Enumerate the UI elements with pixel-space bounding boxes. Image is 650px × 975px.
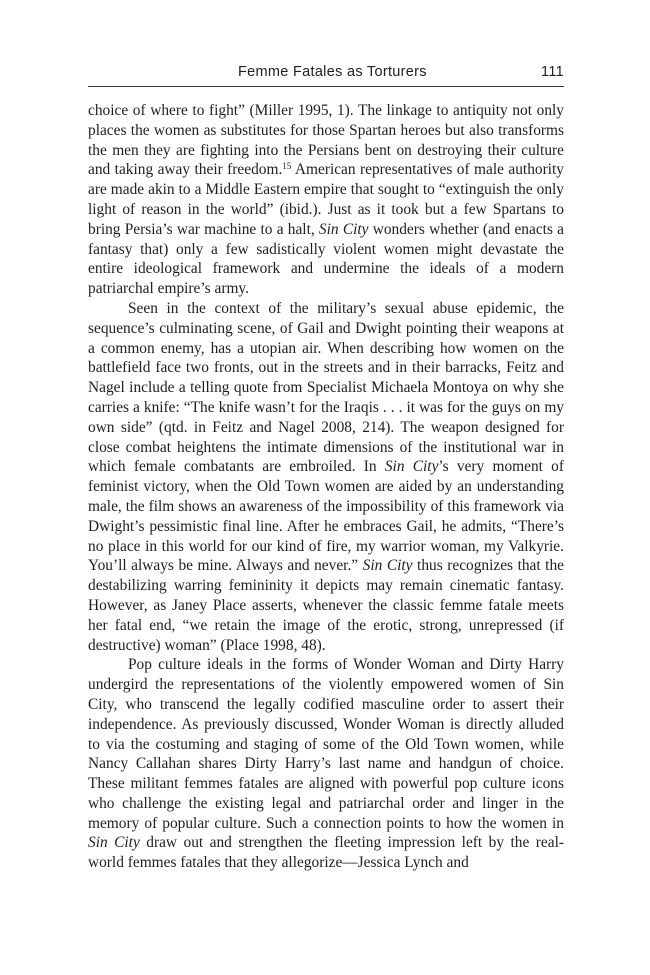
text-run: ’s very moment of feminist victory, when the Old Town women are aided by an understanding male, the film shows an awareness of the impossibility of this framework via Dwight’s pessimistic final line. After he embraces Gail, he admits, “There’s no place in this world for our kind of fire, my warrior woman, my Valkyrie. You’ll always be mine. Always and never.”	[88, 458, 564, 575]
running-head	[88, 64, 564, 84]
paragraph	[88, 299, 564, 655]
text-run: Seen in the context of the military’s sexual abuse epidemic, the sequence’s culminating scene, of Gail and Dwight pointing their weapons at a common enemy, has a utopian air. When describing how women on the battlefield face two fronts, out in the streets and in their barracks, Feitz and Nagel include a telling quote from Specialist Michaela Montoya on why she carries a knife: “The knife wasn’t for the Iraqis . . . it was for the guys on my own side” (qtd. in Feitz and Nagel 2008, 214). The weapon designed for close combat heightens the intimate dimensions of the institutional war in which female combatants are embroiled. In	[88, 299, 564, 476]
paragraph	[88, 101, 564, 299]
text-run: Pop culture ideals in the forms of Wonder Woman and Dirty Harry undergird the representations of the violently empowered women of Sin City, who transcend the legally codified masculine order to assert their independence. As previously discussed, Wonder Woman is directly alluded to via the costuming and staging of some of the Old Town women, while Nancy Callahan shares Dirty Harry’s last name and handgun of choice. These militant femmes fatales are aligned with powerful pop culture icons who challenge the existing legal and patriarchal order and linger in the memory of popular culture. Such a connection points to how the women in	[88, 656, 564, 832]
text-run: choice of where to fight” (Miller 1995, 1). The linkage to antiquity not only places the women as substitutes for those Spartan heroes but also transforms the men they are fighting into the Persians bent on destroying their culture and taking away their freedom.	[88, 102, 564, 179]
text-run: American representatives of male authority are made akin to a Middle Eastern empire that sought to “extinguish the only light of reason in the world” (ibid.). Just as it took but a few Spartans to bring Persia’s war machine to a halt,	[88, 161, 564, 238]
page-number: 111	[541, 64, 564, 80]
text-run: thus recognizes that the destabilizing warring femininity it depicts may remain cinematic fantasy. However, as Janey Place asserts, whenever the classic femme fatale meets her fatal end, “we retain the image of the erotic, strong, unrepressed (if destructive) woman” (Place 1998, 48).	[88, 557, 564, 654]
italic-title: Sin City	[384, 458, 439, 476]
italic-title: Sin City	[318, 220, 369, 238]
text-run: draw out and strengthen the fleeting impression left by the real-world femmes fatales that they allegorize—Jessica Lynch and	[88, 834, 564, 872]
text-run: wonders whether (and enacts a fantasy that) only a few sadistically violent women might devastate the entire ideological framework and undermine the ideals of a modern patriarchal empire’s army.	[88, 220, 564, 298]
footnote-ref: 15	[282, 161, 292, 172]
paragraph	[88, 655, 564, 873]
body-text	[88, 101, 564, 873]
running-title: Femme Fatales as Torturers	[238, 64, 427, 80]
italic-title: Sin City	[88, 834, 140, 852]
header-rule	[88, 86, 564, 87]
italic-title: Sin City	[362, 557, 413, 575]
